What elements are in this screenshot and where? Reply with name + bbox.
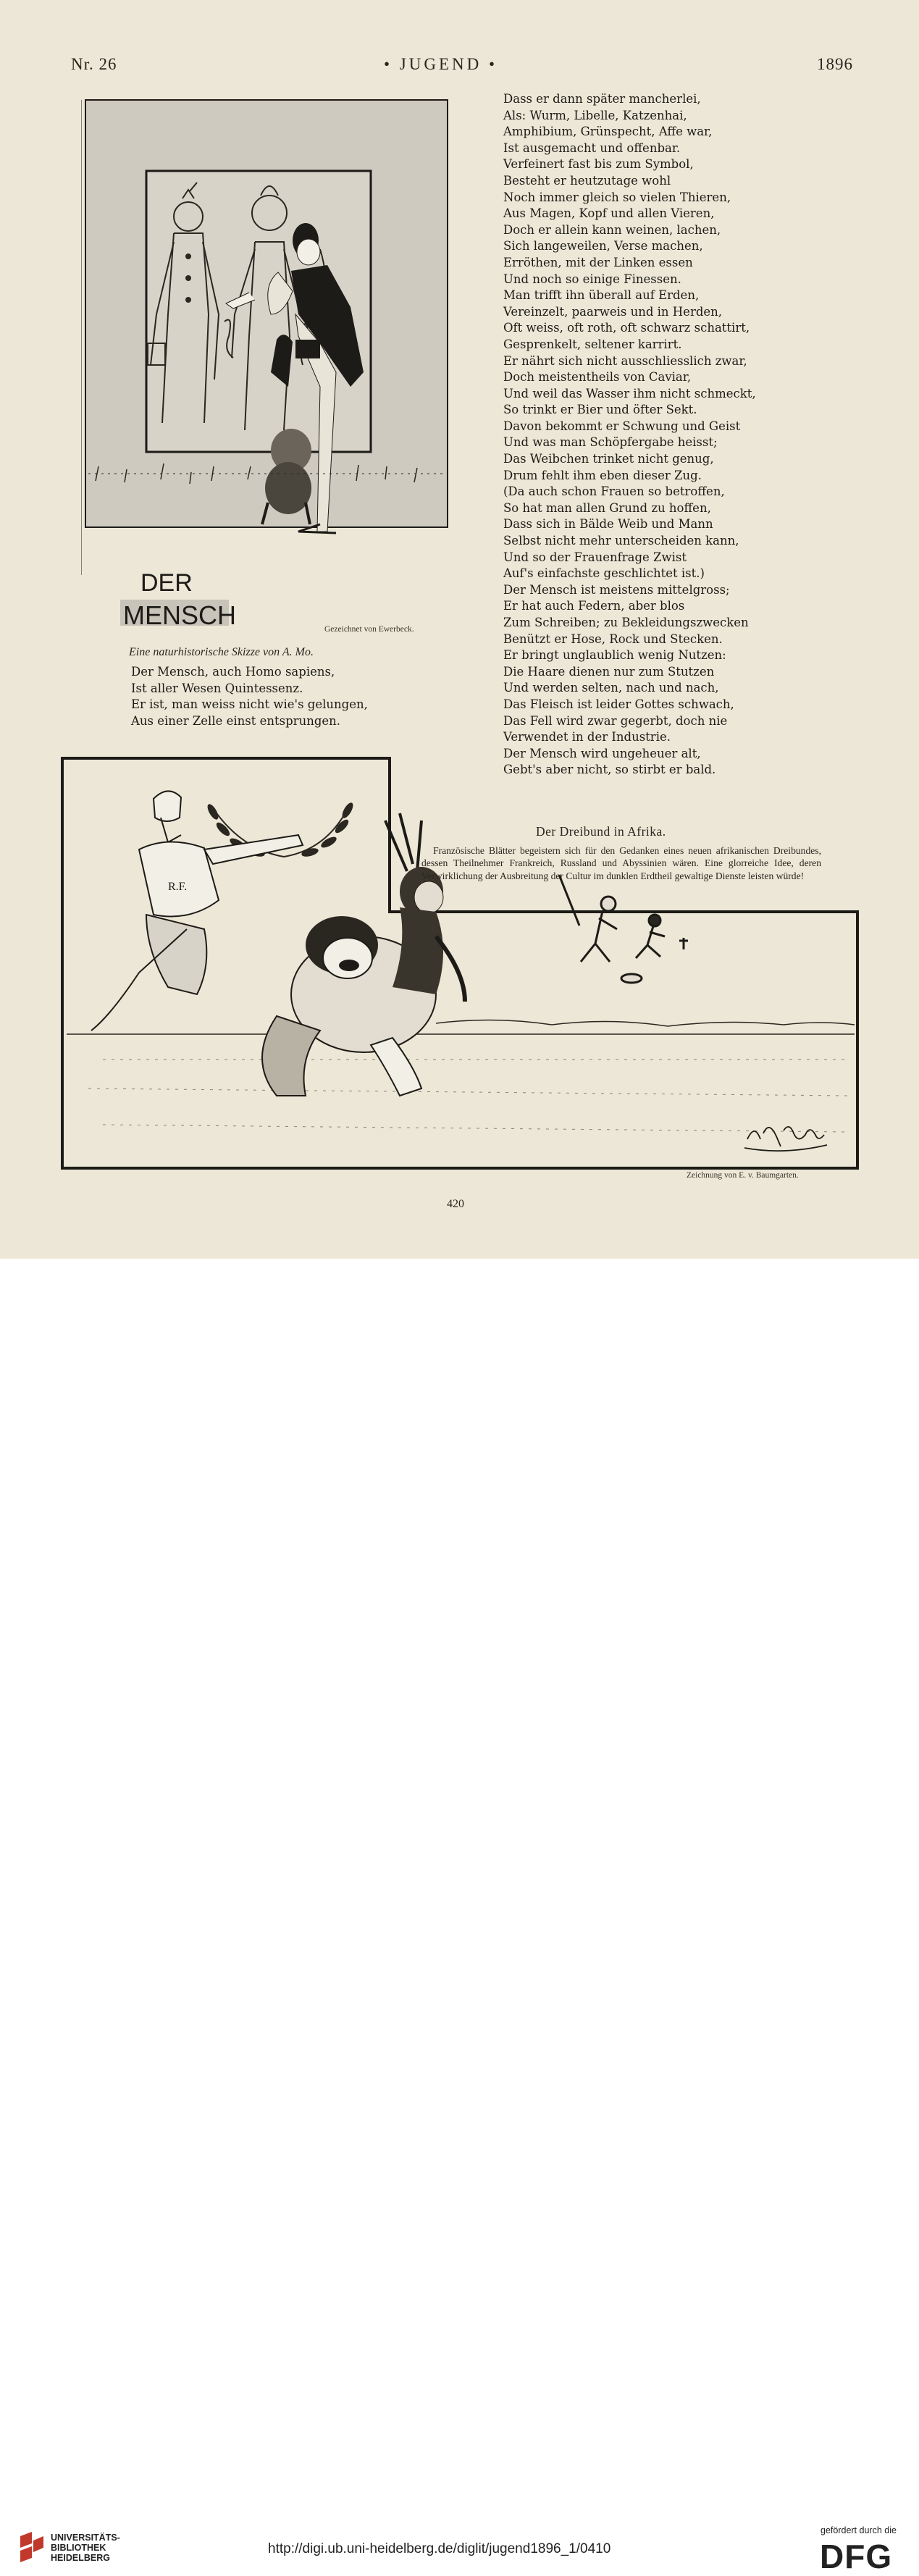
poem-line: Gesprenkelt, seltener karrirt. [503,337,682,351]
poem-line: Und weil das Wasser ihm nicht schmeckt, [503,386,756,400]
poem-line: Der Mensch ist meistens mittelgross; [503,582,730,597]
poem-line: Ist aller Wesen Quintessenz. [131,681,303,695]
viewer-footer [0,1259,919,2575]
poem-line: Er bringt unglaublich wenig Nutzen: [503,648,726,663]
poem-line: So hat man allen Grund zu hoffen, [503,500,711,515]
poem-line: Davon bekommt er Schwung und Geist [503,419,741,433]
poem-line: Verfeinert fast bis zum Symbol, [503,157,694,172]
poem-line: Das Fell wird zwar gegerbt, doch nie [503,713,728,728]
poem-line: (Da auch schon Frauen so betroffen, [503,484,725,499]
poem-line: Als: Wurm, Libelle, Katzenhai, [503,108,687,122]
title-der: DER [140,569,193,597]
poem-line: Benützt er Hose, Rock und Stecken. [503,632,723,646]
bottom-drawing-credit: Zeichnung von E. v. Baumgarten. [687,1171,799,1180]
poem-line: Aus einer Zelle einst entsprungen. [131,713,341,728]
poem-line: Zum Schreiben; zu Bekleidungszwecken [503,616,749,629]
poem-line: Doch er allein kann weinen, lachen, [503,222,721,237]
poem-line: Das Weibchen trinket nicht genug, [503,452,714,466]
funding-label: gefördert durch die [821,2525,897,2535]
poem-line: Und werden selten, nach und nach, [503,681,719,695]
poem-line: Das Fleisch ist leider Gottes schwach, [503,697,734,711]
poem-line: Ist ausgemacht und offenbar. [503,140,681,155]
collar-letters: R.F. [168,881,188,893]
poem-line: Besteht er heutzutage wohl [503,173,671,188]
poem-line: Doch meistentheils von Caviar, [503,370,692,385]
title-mensch: MENSCH [123,600,237,630]
article-title: Der Dreibund in Afrika. [536,824,666,839]
poem-right-column [503,91,756,779]
poem-line: Und was man Schöpfergabe heisst; [503,435,718,450]
year: 1896 [817,55,853,73]
poem-line: Dass er dann später mancherlei, [503,92,701,106]
poem-line: Man trifft ihn überall auf Erden, [503,288,700,303]
poem-line: Er ist, man weiss nicht wie's gelungen, [131,697,368,712]
poem-line: Er nährt sich nicht ausschliesslich zwar, [503,353,747,368]
poem-line: Oft weiss, oft roth, oft schwarz schattirt, [503,321,750,335]
poem-line: Erröthen, mit der Linken essen [503,255,693,269]
poem-line: Aus Magen, Kopf und allen Vieren, [503,206,715,221]
poem-line: Der Mensch wird ungeheuer alt, [503,746,701,760]
library-logo-icon [17,2530,46,2568]
article-text: Französische Blätter begeistern sich für den Gedanken eines neuen afrikanischen Dreibundes, dessen Theilnehmer Frankreich, Russland und Abyssinien wären. Eine glorreiche Idee, deren Verwirklichung der Ausbreitung der Cultur im dunklen Erdtheil gewaltige Dienste leisten würde! [421,845,821,881]
poem-line: Vereinzelt, paarweis und in Herden, [503,304,723,319]
poem-line: Und noch so einige Finessen. [503,272,681,286]
journal-title: • JUGEND • [384,55,498,73]
permalink-url[interactable]: http://digi.ub.uni-heidelberg.de/diglit/jugend1896_1/0410 [268,2541,611,2556]
poem-line: Amphibium, Grünspecht, Affe war, [503,125,713,139]
poem-line: So trinkt er Bier und öfter Sekt. [503,403,697,417]
scanned-page [0,0,919,1259]
dfg-logo[interactable]: DFG [820,2538,893,2575]
poem-line: Sich langeweilen, Verse machen, [503,239,703,253]
library-name[interactable] [51,2533,120,2563]
poem-line: Und so der Frauenfrage Zwist [503,550,687,564]
poem-line: Dass sich in Bälde Weib und Mann [503,517,713,532]
drawing-credit: Gezeichnet von Ewerbeck. [324,625,414,634]
poem-line: Selbst nicht mehr unterscheiden kann, [503,534,739,548]
poem-line: Verwendet in der Industrie. [503,730,671,744]
page-number: 420 [447,1198,464,1210]
library-name-line: UNIVERSITÄTS- [51,2533,120,2543]
poem-line: Auf's einfachste geschlichtet ist.) [503,566,705,581]
poem-left-column [131,664,368,729]
issue-number: Nr. 26 [71,55,117,73]
poem-subtitle: Eine naturhistorische Skizze von A. Mo. [129,646,314,658]
dreibund-illustration [59,755,867,1183]
der-mensch-illustration [81,97,458,637]
poem-line: Noch immer gleich so vielen Thieren, [503,190,731,204]
poem-line: Die Haare dienen nur zum Stutzen [503,664,715,679]
poem-line: Der Mensch, auch Homo sapiens, [131,665,335,679]
poem-line: Er hat auch Federn, aber blos [503,599,685,613]
poem-line: Gebt's aber nicht, so stirbt er bald. [503,763,716,777]
poem-line: Drum fehlt ihm eben dieser Zug. [503,468,702,482]
library-name-line: BIBLIOTHEK [51,2543,106,2553]
library-name-line: HEIDELBERG [51,2553,110,2563]
